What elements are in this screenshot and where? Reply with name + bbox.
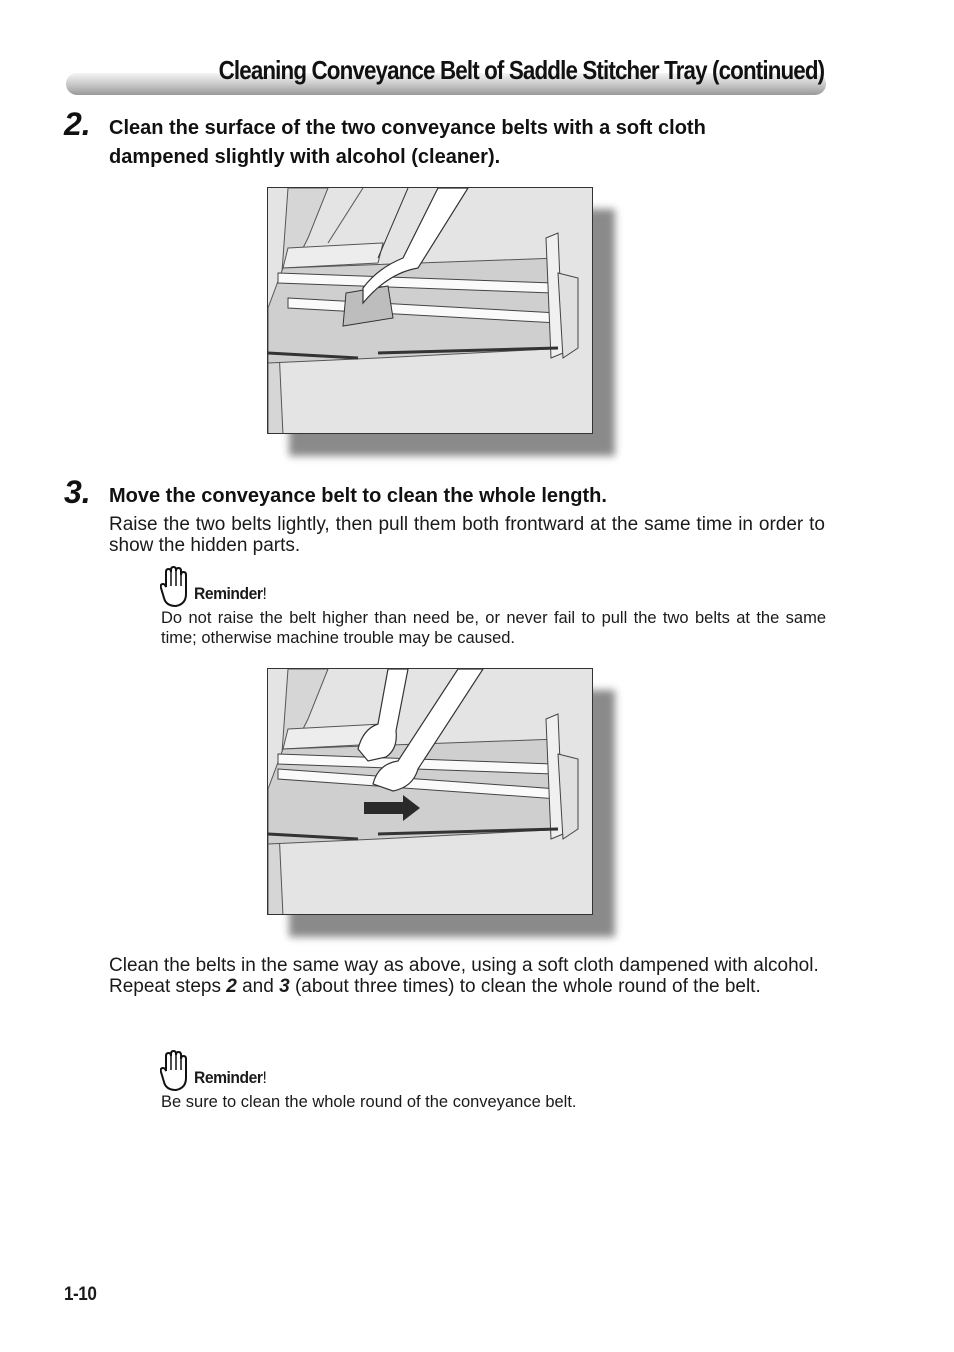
repeat-step-b: 3 (279, 976, 290, 997)
step-2-number: 2. (64, 106, 91, 142)
page-title: Cleaning Conveyance Belt of Saddle Stitcher Tray (continued) (218, 55, 824, 85)
step-3-number: 3. (64, 474, 91, 510)
step-2-heading-line1: Clean the surface of the two conveyance belts with a soft cloth (109, 117, 706, 139)
reminder-exclamation-1: ! (262, 584, 267, 603)
cleaning-instruction-paragraph (109, 955, 825, 997)
illustration-pulling-belts (268, 669, 593, 915)
repeat-suffix: (about three times) to clean the whole round of the belt. (289, 976, 761, 997)
repeat-prefix: Repeat steps (109, 976, 227, 997)
reminder-label-1 (194, 584, 266, 604)
repeat-steps-line (109, 976, 825, 997)
step-3-heading: Move the conveyance belt to clean the whole length. (109, 485, 607, 507)
section-title-bar (66, 55, 826, 97)
step-2-heading-line2: dampened slightly with alcohol (cleaner). (109, 146, 501, 168)
raised-hand-icon (160, 566, 188, 608)
cleaning-instruction-line: Clean the belts in the same way as above, using a soft cloth dampened with alcohol. (109, 955, 819, 976)
step-3-body: Raise the two belts lightly, then pull them both frontward at the same time in order to show the hidden parts. (109, 514, 825, 556)
page-number: 1-10 (64, 1284, 97, 1305)
illustration-cleaning-belt (268, 188, 593, 434)
reminder-label-text-2: Reminder (194, 1068, 263, 1087)
step-2-heading (109, 114, 706, 172)
reminder-label-2 (194, 1068, 266, 1088)
reminder-text-2: Be sure to clean the whole round of the conveyance belt. (161, 1093, 577, 1111)
repeat-step-a: 2 (226, 976, 237, 997)
reminder-exclamation-2: ! (262, 1068, 267, 1087)
reminder-text-1: Do not raise the belt higher than need be, or never fail to pull the two belts at the same time; otherwise machine trouble may be caused. (161, 609, 826, 647)
repeat-and: and (236, 976, 280, 997)
reminder-label-text-1: Reminder (194, 584, 263, 603)
raised-hand-icon (160, 1050, 188, 1092)
